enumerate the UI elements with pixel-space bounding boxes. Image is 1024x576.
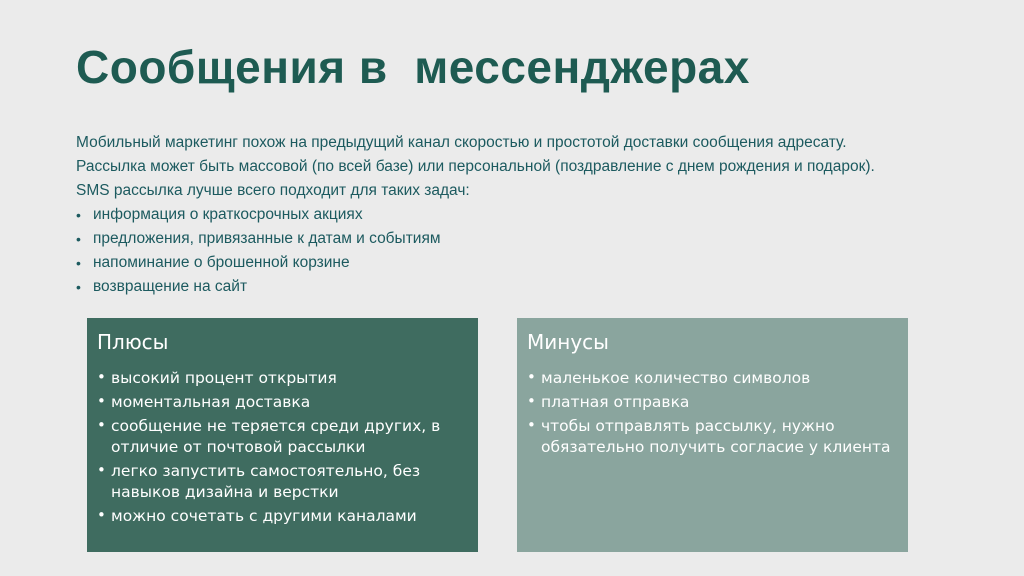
cons-item: • маленькое количество символов [527,368,898,389]
pros-item: • можно сочетать с другими каналами [97,506,468,527]
intro-line: Рассылка может быть массовой (по всей базе) или персональной (поздравление с днем рождения и подарок). [76,158,875,175]
cons-list [527,368,898,458]
cons-heading: Минусы [527,330,609,354]
pros-item: • легко запустить самостоятельно, без навыков дизайна и верстки [97,461,468,503]
pros-item: • моментальная доставка [97,392,468,413]
cons-item: • платная отправка [527,392,898,413]
cons-item: • чтобы отправлять рассылку, нужно обязательно получить согласие у клиента [527,416,898,458]
intro-text [76,131,976,299]
pros-list [97,368,468,527]
task-item: • информация о краткосрочных акциях [76,203,976,227]
tasks-list [76,203,976,299]
task-item: • напоминание о брошенной корзине [76,251,976,275]
pros-panel [87,318,478,552]
slide-title: Сообщения в мессенджерах [76,41,750,93]
cons-panel [517,318,908,552]
task-item: • предложения, привязанные к датам и событиям [76,227,976,251]
pros-item: • сообщение не теряется среди других, в отличие от почтовой рассылки [97,416,468,458]
intro-line: Мобильный маркетинг похож на предыдущий канал скоростью и простотой доставки сообщения адресату. [76,134,847,151]
pros-heading: Плюсы [97,330,169,354]
intro-line: SMS рассылка лучше всего подходит для таких задач: [76,182,470,199]
task-item: • возвращение на сайт [76,275,976,299]
pros-item: • высокий процент открытия [97,368,468,389]
